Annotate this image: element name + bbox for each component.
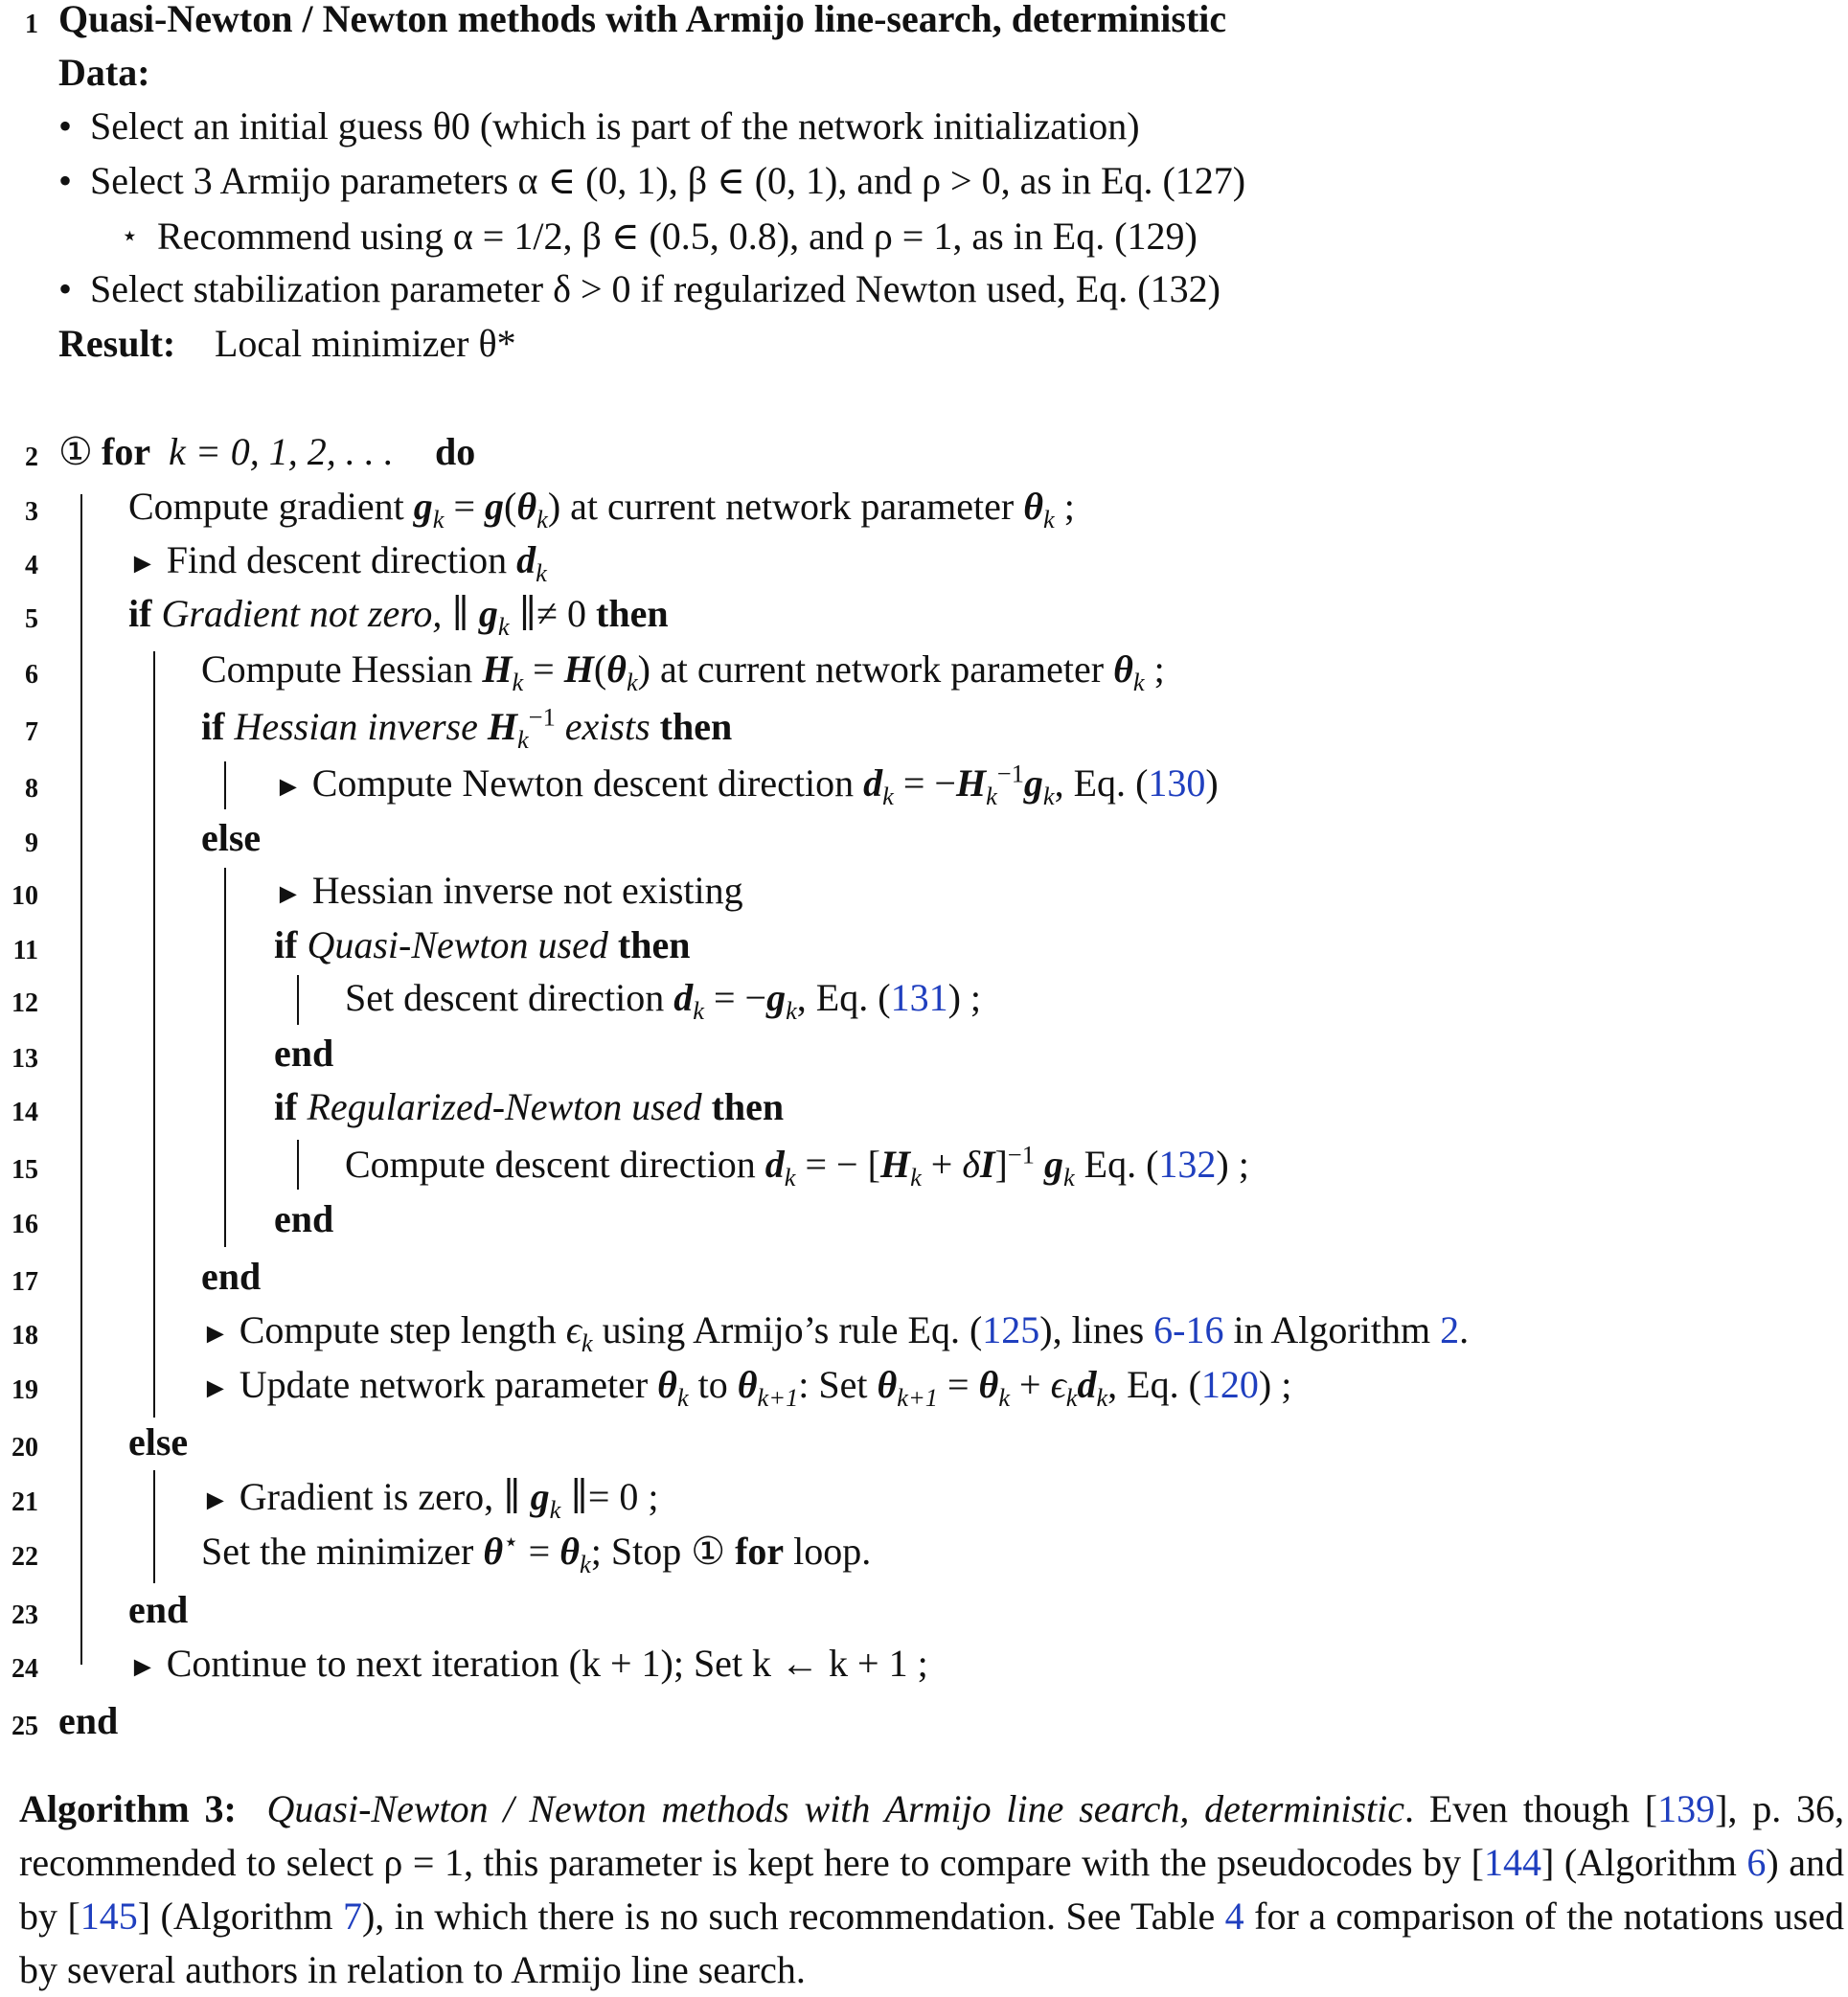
line-number: 11 <box>12 936 38 965</box>
line-number: 4 <box>25 551 38 580</box>
triangle-icon: ► <box>128 1651 157 1683</box>
triangle-icon: ► <box>274 878 303 910</box>
line-number: 22 <box>11 1542 38 1572</box>
result-line <box>0 319 1848 369</box>
data-item-text: Recommend using α = 1/2, β ∈ (0.5, 0.8), and ρ = 1, as in Eq. (129) <box>157 215 1198 258</box>
data-label-line <box>0 48 1848 98</box>
keyword-else: else <box>201 816 262 859</box>
keyword-for: for <box>102 430 151 473</box>
line-number: 17 <box>11 1267 38 1297</box>
triangle-icon: ► <box>201 1373 230 1404</box>
data-bullet: • <box>58 267 73 310</box>
data-bullet: • <box>58 159 73 202</box>
algo-line-20 <box>0 1418 1848 1467</box>
keyword-end: end <box>201 1255 262 1298</box>
algorithm-title: Quasi-Newton / Newton methods with Armijo line-search, deterministic <box>58 0 1227 40</box>
algo-line-6 <box>0 645 1848 694</box>
algo-line-12 <box>0 973 1848 1023</box>
algo-line-11 <box>0 920 1848 970</box>
keyword-end: end <box>128 1588 189 1631</box>
line-number: 20 <box>11 1433 38 1463</box>
algo-text: ► Gradient is zero, ∥ $g_k$ ∥= 0 ; <box>201 1475 659 1524</box>
citation-link[interactable]: 139 <box>1657 1787 1716 1830</box>
triangle-icon: ► <box>274 771 303 803</box>
line-number: 9 <box>25 828 38 858</box>
line-number: 14 <box>11 1098 38 1127</box>
algo-line-14 <box>0 1082 1848 1132</box>
line-number: 7 <box>25 717 38 747</box>
algo-line-3 <box>0 482 1848 532</box>
algo-text: Set descent direction $d_k = -g_k$, Eq. (131) ; <box>345 976 981 1025</box>
algo-text: if Quasi-Newton used then <box>274 923 691 966</box>
algo-text: ► Continue to next iteration (k + 1); Set k ← k + 1 ; <box>128 1642 928 1685</box>
keyword-end: end <box>58 1699 119 1742</box>
algo-line-22 <box>0 1527 1848 1577</box>
algo-text: ► Hessian inverse not existing <box>274 869 743 912</box>
algo-line-19 <box>0 1360 1848 1410</box>
algo-text: Set the minimizer $\theta^⋆ = \theta_k$; Stop ① for loop. <box>201 1527 872 1578</box>
algo-text: ► Update network parameter $\theta_k$ to $\theta_{k+1}$: Set $\theta_{k+1} = \theta_k + \epsilon_kd_k$, Eq. (120) ; <box>201 1363 1292 1412</box>
data-item-3 <box>0 212 1848 261</box>
data-item-text: Select stabilization parameter δ > 0 if regularized Newton used, Eq. (132) <box>90 267 1221 310</box>
algo-text: if Gradient not zero, ∥ $g_k$ ∥≠ 0 then <box>128 592 669 641</box>
citation-link[interactable]: 144 <box>1483 1841 1541 1884</box>
line-number: 25 <box>11 1712 38 1741</box>
algo-line-15 <box>0 1140 1848 1190</box>
keyword-do: do <box>435 430 476 473</box>
keyword-end: end <box>274 1032 334 1075</box>
algo-line-18 <box>0 1305 1848 1355</box>
algo-line-10 <box>0 866 1848 916</box>
algo-text: Compute Hessian $H_k = H(\theta_k)$ at current network parameter $\theta_k$ ; <box>201 647 1165 696</box>
eq-ref-link[interactable]: 132 <box>1158 1143 1217 1186</box>
result-text: Local minimizer θ* <box>215 322 516 365</box>
algo-text: ► Compute Newton descent direction $d_k = -H_k^{-1}g_k$, Eq. (130) <box>274 759 1219 810</box>
triangle-icon: ► <box>201 1318 230 1350</box>
triangle-icon: ► <box>201 1485 230 1516</box>
algorithm-caption: Algorithm 3: Quasi-Newton / Newton methods with Armijo line search, deterministic. Even though [139], p. 36, recommended to select ρ = 1, this parameter is kept here to compare with the pseudocodes by [144] (Algorithm 6) and by [145] (Algorithm 7), in which there is no such recommendation. See Table 4 for a comparison of the notations used by several authors in relation to Armijo line search. <box>19 1787 1845 1991</box>
line-number: 3 <box>25 497 38 527</box>
algo-line-17 <box>0 1252 1848 1302</box>
data-item-1 <box>0 102 1848 151</box>
algo-line-24 <box>0 1639 1848 1689</box>
algo-line-13 <box>0 1029 1848 1078</box>
algo-line-8 <box>0 759 1848 808</box>
algo-text: Compute gradient $g_k = g(\theta_k)$ at current network parameter $\theta_k$ ; <box>128 485 1075 533</box>
keyword-end: end <box>274 1197 334 1240</box>
line-number: 8 <box>25 774 38 804</box>
keyword-else: else <box>128 1420 189 1464</box>
line-number: 24 <box>11 1654 38 1684</box>
line-number: 19 <box>11 1375 38 1405</box>
line-number: 15 <box>11 1155 38 1185</box>
eq-ref-link[interactable]: 120 <box>1200 1363 1259 1406</box>
algo-text: ► Compute step length $\epsilon_k$ using Armijo’s rule Eq. (125), lines 6-16 in Algorithm 2. <box>201 1308 1470 1357</box>
data-item-2 <box>0 156 1848 206</box>
result-label: Result: <box>58 322 176 365</box>
line-number: 5 <box>25 604 38 634</box>
algo-text: Compute descent direction $d_k$ = − $[H_k + \delta I]^{-1}$ $g_k$ Eq. (132) ; <box>345 1140 1249 1191</box>
triangle-icon: ► <box>128 548 157 579</box>
citation-link[interactable]: 145 <box>80 1895 138 1938</box>
line-number: 6 <box>25 660 38 690</box>
algo-text: if Regularized-Newton used then <box>274 1085 785 1128</box>
table-ref-link[interactable]: 4 <box>1224 1895 1244 1938</box>
caption-label: Algorithm 3: <box>19 1787 237 1830</box>
lines-ref-link[interactable]: 6-16 <box>1153 1308 1224 1351</box>
data-label: Data: <box>58 51 150 94</box>
line-number: 12 <box>11 988 38 1018</box>
algo-text: if Hessian inverse $H_k^{-1}$ exists then <box>201 702 733 754</box>
algorithm-ref-link[interactable]: 7 <box>342 1895 362 1938</box>
line-number: 2 <box>25 443 38 472</box>
loop-range: k = 0, 1, 2, . . . <box>169 430 394 473</box>
algo-line-5 <box>0 589 1848 639</box>
algo-line-25 <box>0 1696 1848 1746</box>
star-marker: ⋆ <box>121 220 139 252</box>
line-number: 10 <box>11 881 38 911</box>
data-bullet: • <box>58 104 73 148</box>
line-number: 1 <box>25 10 38 39</box>
algo-line-9 <box>0 813 1848 863</box>
data-item-text: Select 3 Armijo parameters α ∈ (0, 1), β ∈ (0, 1), and ρ > 0, as in Eq. (127) <box>90 159 1246 202</box>
eq-ref-link[interactable]: 125 <box>982 1308 1040 1351</box>
algo-line-1 <box>0 0 1848 44</box>
line-number: 16 <box>11 1210 38 1239</box>
algo-line-2 <box>0 427 1848 477</box>
algo-line-4 <box>0 535 1848 585</box>
eq-ref-link[interactable]: 130 <box>1148 761 1206 805</box>
line-number: 13 <box>11 1044 38 1074</box>
line-number: 23 <box>11 1600 38 1630</box>
circle-one-marker: ① <box>58 430 93 473</box>
line-number: 18 <box>11 1321 38 1350</box>
algo-line-21 <box>0 1472 1848 1522</box>
line-number: 21 <box>11 1487 38 1517</box>
caption-title: Quasi-Newton / Newton methods with Armijo line search, deterministic <box>266 1787 1405 1830</box>
algo-line-7 <box>0 702 1848 752</box>
data-item-text: Select an initial guess θ0 (which is part of the network initialization) <box>90 104 1140 148</box>
algorithm-ref-link[interactable]: 6 <box>1746 1841 1767 1884</box>
algo-line-16 <box>0 1194 1848 1244</box>
algo-text: ► Find descent direction $d_k$ <box>128 538 547 587</box>
algorithm-ref-link[interactable]: 2 <box>1440 1308 1460 1351</box>
eq-ref-link[interactable]: 131 <box>890 976 948 1019</box>
data-item-4 <box>0 264 1848 314</box>
algo-line-23 <box>0 1585 1848 1635</box>
